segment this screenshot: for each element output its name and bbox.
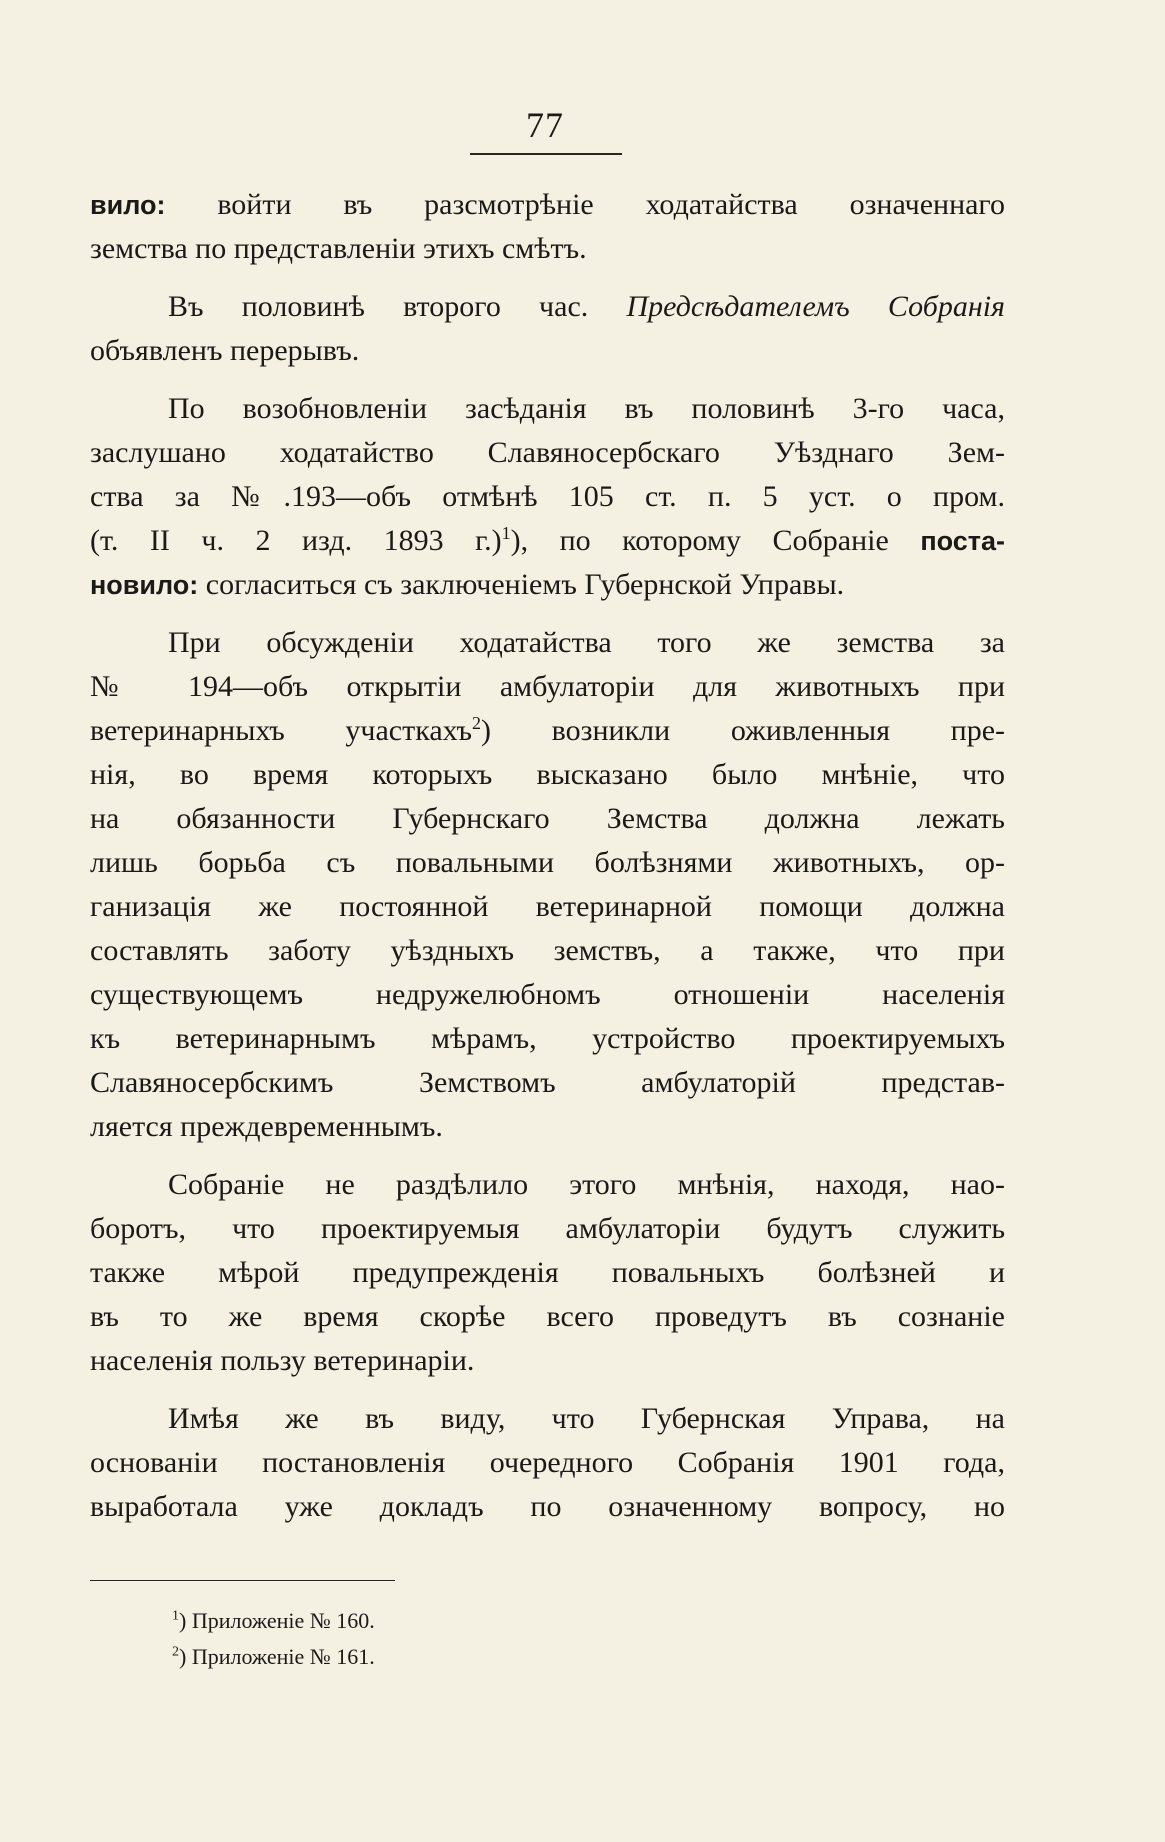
text-run: № 194—объ открытіи амбулаторіи для животныхъ при (90, 670, 1005, 703)
footnote (172, 1639, 375, 1675)
text-line (90, 329, 1005, 373)
text-line (90, 285, 1005, 329)
text-line (90, 1485, 1005, 1529)
text-run: новило: (90, 570, 199, 600)
paragraph-gap (90, 1383, 1005, 1397)
text-line (90, 621, 1005, 665)
footnote-mark: 1 (172, 1608, 179, 1624)
paragraph-gap (90, 607, 1005, 621)
text-line (90, 1163, 1005, 1207)
text-line (90, 183, 1005, 227)
text-line (90, 387, 1005, 431)
footnote (172, 1603, 375, 1639)
text-run: вило: (90, 190, 166, 220)
text-line (90, 1295, 1005, 1339)
text-line (90, 519, 1005, 563)
text-run: боротъ, что проектируемыя амбулаторіи будутъ служить (90, 1212, 1005, 1245)
text-run: земства по представленіи этихъ смѣтъ. (90, 232, 587, 265)
text-run: составлять заботу уѣздныхъ земствъ, а также, что при (90, 934, 1005, 967)
text-run: поста- (920, 526, 1006, 556)
text-run: выработала уже докладъ по означенному вопросу, но (90, 1490, 1005, 1523)
text-run: ства за №.193—объ отмѣнѣ 105 ст. п. 5 уст. о пром. (90, 480, 1005, 513)
text-line (90, 1339, 1005, 1383)
text-run: При обсужденіи ходатайства того же земства за (168, 626, 1005, 659)
text-run: войти въ разсмотрѣніе ходатайства означеннаго (165, 188, 1005, 221)
text-run: ), по которому Собраніе (510, 524, 921, 557)
text-run: Предсѣдателемъ Собранія (626, 290, 1006, 323)
text-line (90, 1397, 1005, 1441)
paragraph-gap (90, 1149, 1005, 1163)
text-line (90, 1207, 1005, 1251)
text-line (90, 1251, 1005, 1295)
text-run: на обязанности Губернскаго Земства должна лежать (90, 802, 1005, 835)
text-run: лишь борьба съ повальными болѣзнями животныхъ, ор- (90, 846, 1005, 879)
text-line (90, 841, 1005, 885)
text-run: Имѣя же въ виду, что Губернская Управа, на (168, 1402, 1005, 1435)
text-line (90, 1105, 1005, 1149)
text-run: Въ половинѣ второго час. (168, 290, 627, 323)
body-text (90, 183, 1005, 1529)
text-run: Собраніе не раздѣлило этого мнѣнія, находя, нао- (168, 1168, 1005, 1201)
text-run: къ ветеринарнымъ мѣрамъ, устройство проектируемыхъ (90, 1022, 1005, 1055)
text-line (90, 431, 1005, 475)
text-run: ) возникли оживленныя пре- (481, 714, 1006, 747)
page-number-rule (470, 153, 622, 155)
footnote-rule (90, 1580, 395, 1581)
text-run: въ то же время скорѣе всего проведутъ въ сознаніе (90, 1300, 1005, 1333)
text-run: основаніи постановленія очередного Собранія 1901 года, (90, 1446, 1005, 1479)
text-run: Славяносербскимъ Земствомъ амбулаторій представ- (90, 1066, 1005, 1099)
text-run: нія, во время которыхъ высказано было мнѣніе, что (90, 758, 1005, 791)
text-line (90, 797, 1005, 841)
footnote-text: ) Приложеніе № 160. (179, 1608, 375, 1633)
text-run: населенія пользу ветеринаріи. (90, 1344, 475, 1377)
text-run: ветеринарныхъ участкахъ (90, 714, 473, 747)
text-run: существующемъ недружелюбномъ отношеніи населенія (90, 978, 1005, 1011)
text-line (90, 929, 1005, 973)
footnotes (172, 1603, 375, 1675)
text-run: объявленъ перерывъ. (90, 334, 360, 367)
text-line (90, 753, 1005, 797)
paragraph-gap (90, 271, 1005, 285)
text-run: По возобновленіи засѣданія въ половинѣ 3-го часа, (168, 392, 1005, 425)
text-run: ганизація же постоянной ветеринарной помощи должна (90, 890, 1005, 923)
text-run: согласиться съ заключеніемъ Губернской Управы. (198, 568, 845, 601)
text-line (90, 665, 1005, 709)
footnote-mark: 2 (172, 1644, 179, 1660)
text-run: также мѣрой предупрежденія повальныхъ болѣзней и (90, 1256, 1005, 1289)
text-line (90, 227, 1005, 271)
footnote-ref: 2 (472, 713, 482, 733)
text-run: ляется преждевременнымъ. (90, 1110, 443, 1143)
footnote-ref: 1 (501, 523, 511, 543)
page-number: 77 (526, 105, 564, 145)
text-run: заслушано ходатайство Славяносербскаго Уѣзднаго Зем- (90, 436, 1005, 469)
text-line (90, 1441, 1005, 1485)
text-line (90, 1061, 1005, 1105)
text-line (90, 709, 1005, 753)
text-line (90, 973, 1005, 1017)
footnote-text: ) Приложеніе № 161. (179, 1644, 375, 1669)
text-line (90, 1017, 1005, 1061)
text-line (90, 475, 1005, 519)
text-line (90, 885, 1005, 929)
text-run: (т. II ч. 2 изд. 1893 г.) (90, 524, 502, 557)
paragraph-gap (90, 373, 1005, 387)
text-line (90, 563, 1005, 607)
